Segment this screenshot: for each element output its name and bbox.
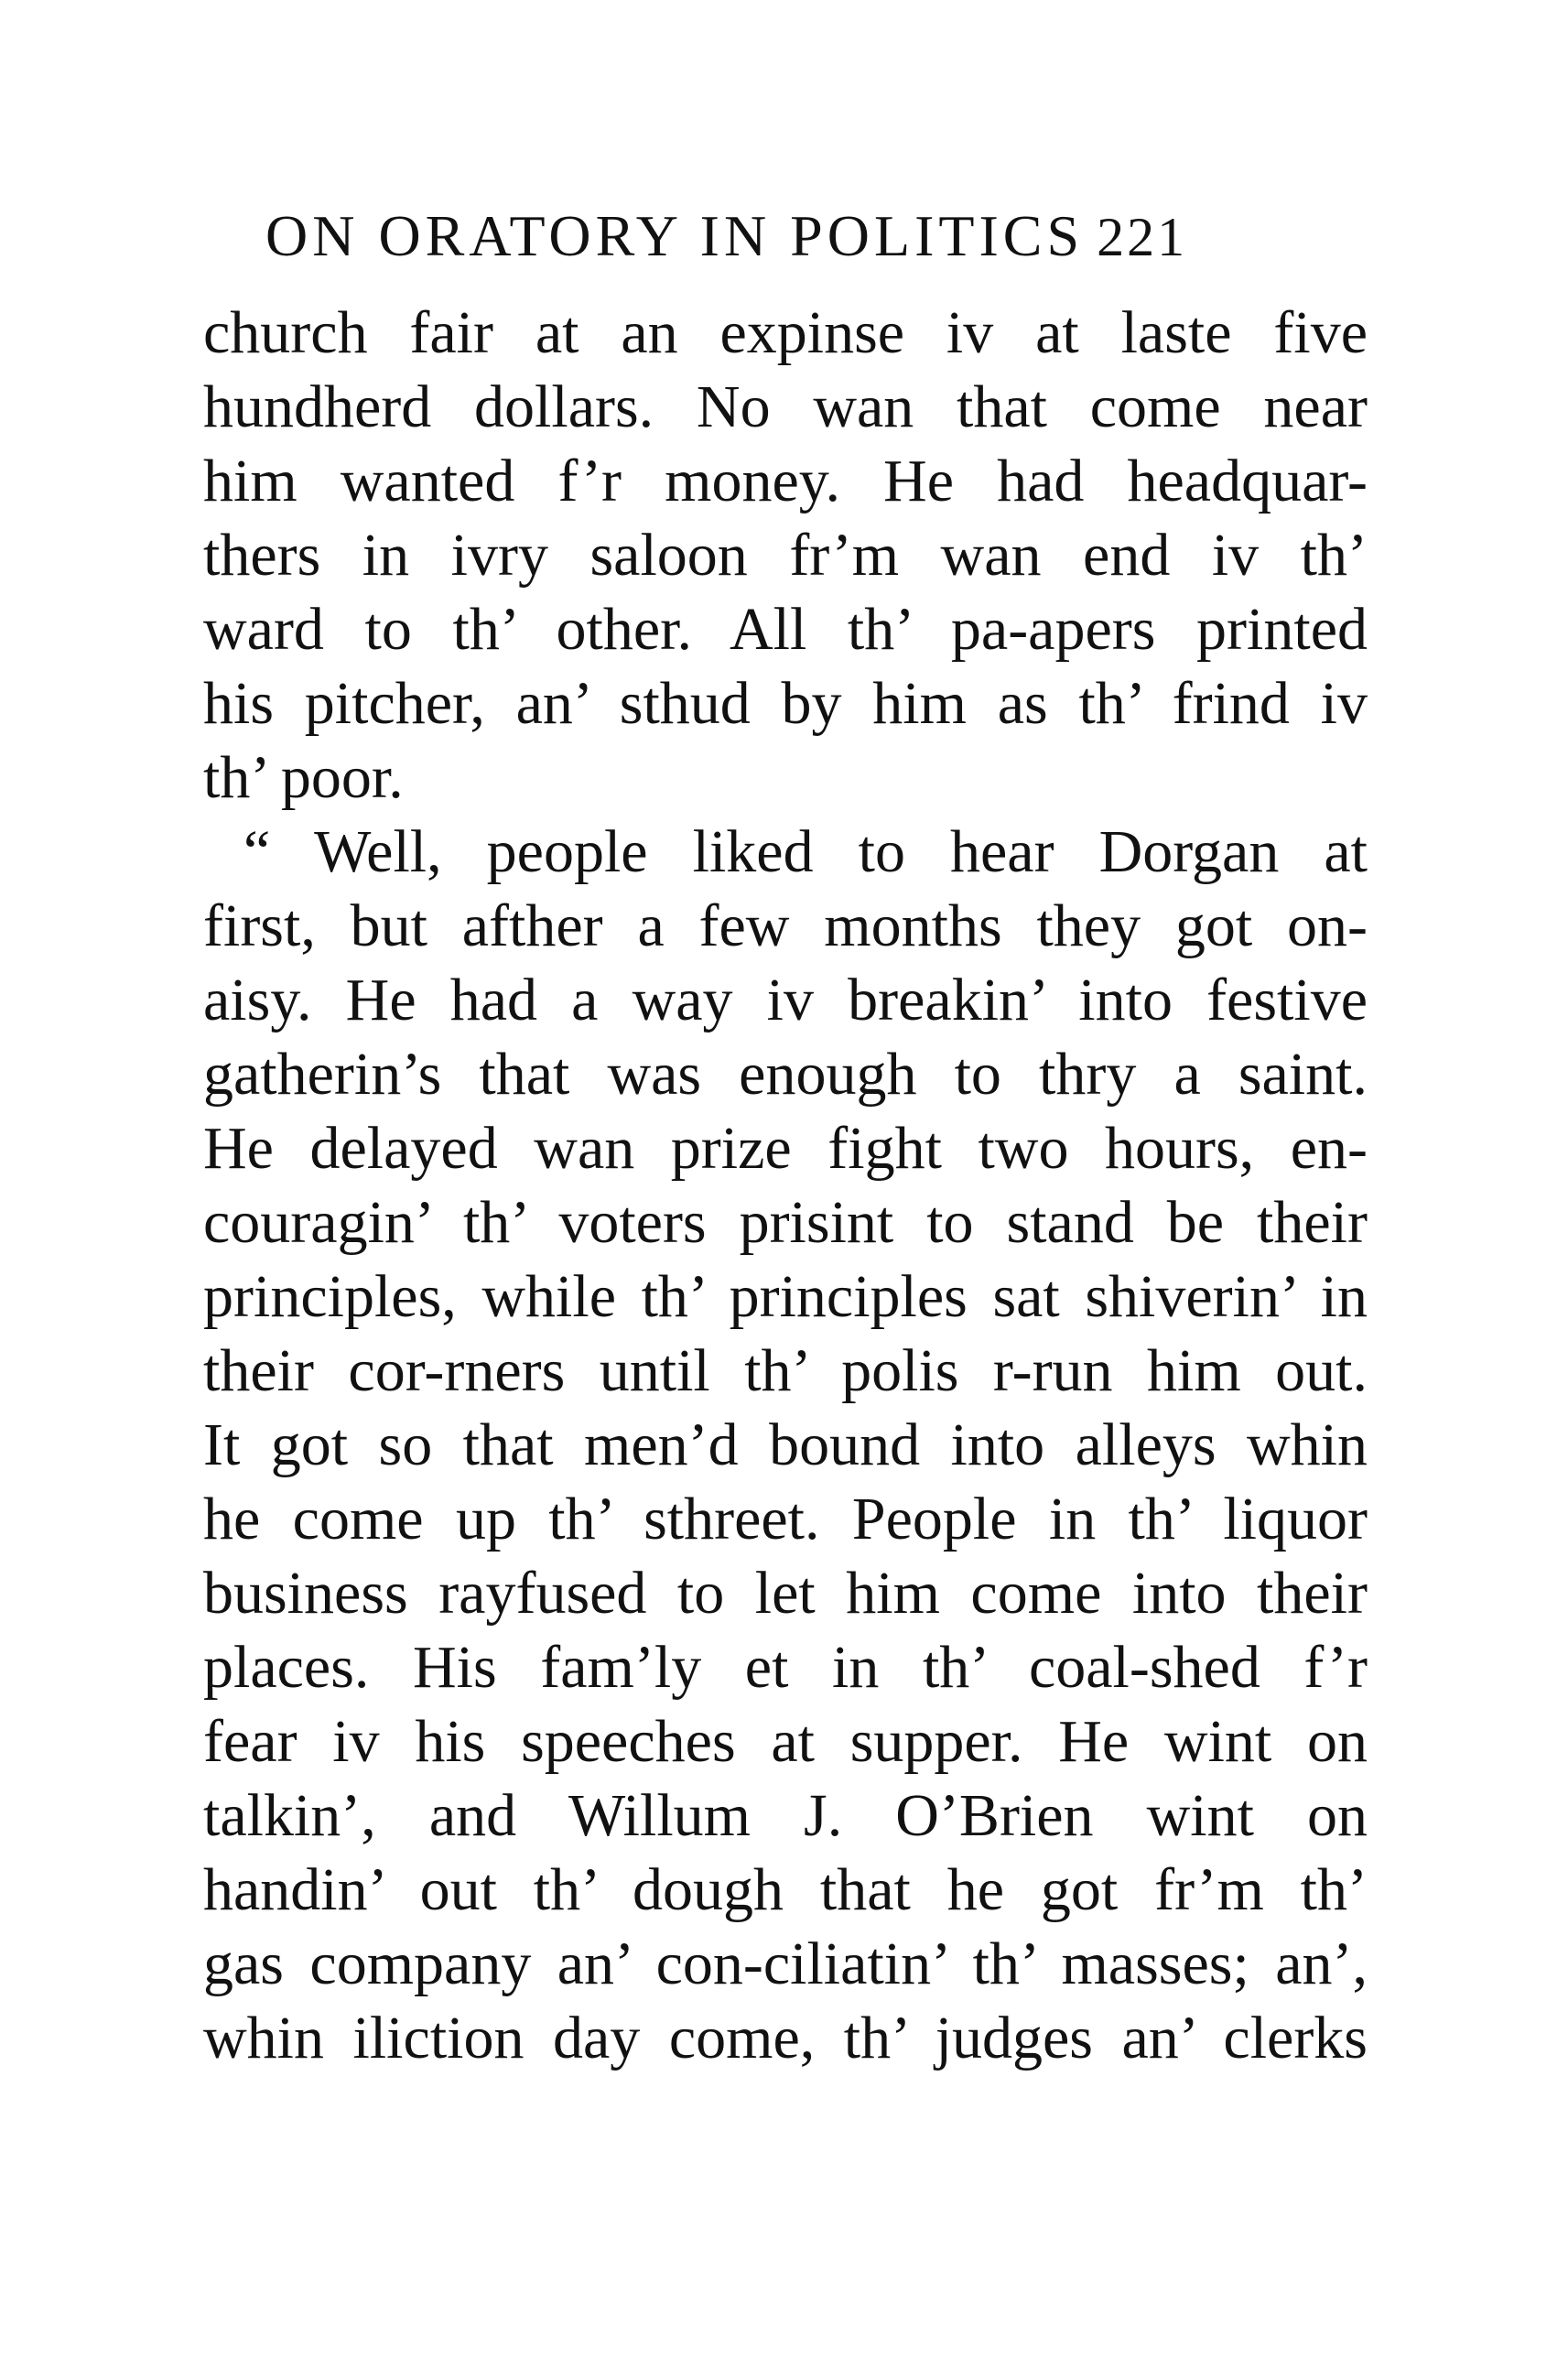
text-line: handin’ out th’ dough that he got fr’m th’ (203, 1856, 1368, 1923)
text-line: him wanted f’r money. He had headquar- (203, 448, 1368, 514)
text-line: gatherin’s that was enough to thry a saint. (203, 1041, 1368, 1108)
text-line: principles, while th’ principles sat shiverin’ in (203, 1263, 1368, 1330)
text-line: his pitcher, an’ sthud by him as th’ frind iv (203, 670, 1368, 737)
running-head (265, 200, 1364, 273)
text-line: thers in ivry saloon fr’m wan end iv th’ (203, 522, 1368, 589)
page-number: 221 (1097, 207, 1188, 267)
text-line: ward to th’ other. All th’ pa-apers printed (203, 596, 1368, 663)
text-line: church fair at an expinse iv at laste five (203, 299, 1368, 366)
text-line: aisy. He had a way iv breakin’ into festive (203, 967, 1368, 1033)
text-line: he come up th’ sthreet. People in th’ liquor (203, 1486, 1368, 1552)
text-line: gas company an’ con-ciliatin’ th’ masses; an’, (203, 1930, 1368, 1997)
text-line: couragin’ th’ voters prisint to stand be their (203, 1189, 1368, 1256)
text-line: business rayfused to let him come into their (203, 1560, 1368, 1627)
text-line: talkin’, and Willum J. O’Brien wint on (203, 1782, 1368, 1849)
text-line: their cor-rners until th’ polis r-run him out. (203, 1337, 1368, 1404)
text-line: It got so that men’d bound into alleys whin (203, 1411, 1368, 1478)
text-line: fear iv his speeches at supper. He wint on (203, 1708, 1368, 1775)
text-line: He delayed wan prize fight two hours, en- (203, 1115, 1368, 1182)
running-head-title: ON ORATORY IN POLITICS (265, 203, 1085, 268)
text-line: first, but afther a few months they got on- (203, 892, 1368, 959)
paragraph-end-line: th’ poor. (203, 744, 404, 811)
text-line: hundherd dollars. No wan that come near (203, 373, 1368, 440)
paragraph-start-line: “ Well, people liked to hear Dorgan at (243, 818, 1368, 885)
text-line: whin iliction day come, th’ judges an’ clerks (203, 2005, 1368, 2071)
text-line: places. His fam’ly et in th’ coal-shed f’r (203, 1634, 1368, 1701)
body-text (203, 296, 1368, 2075)
